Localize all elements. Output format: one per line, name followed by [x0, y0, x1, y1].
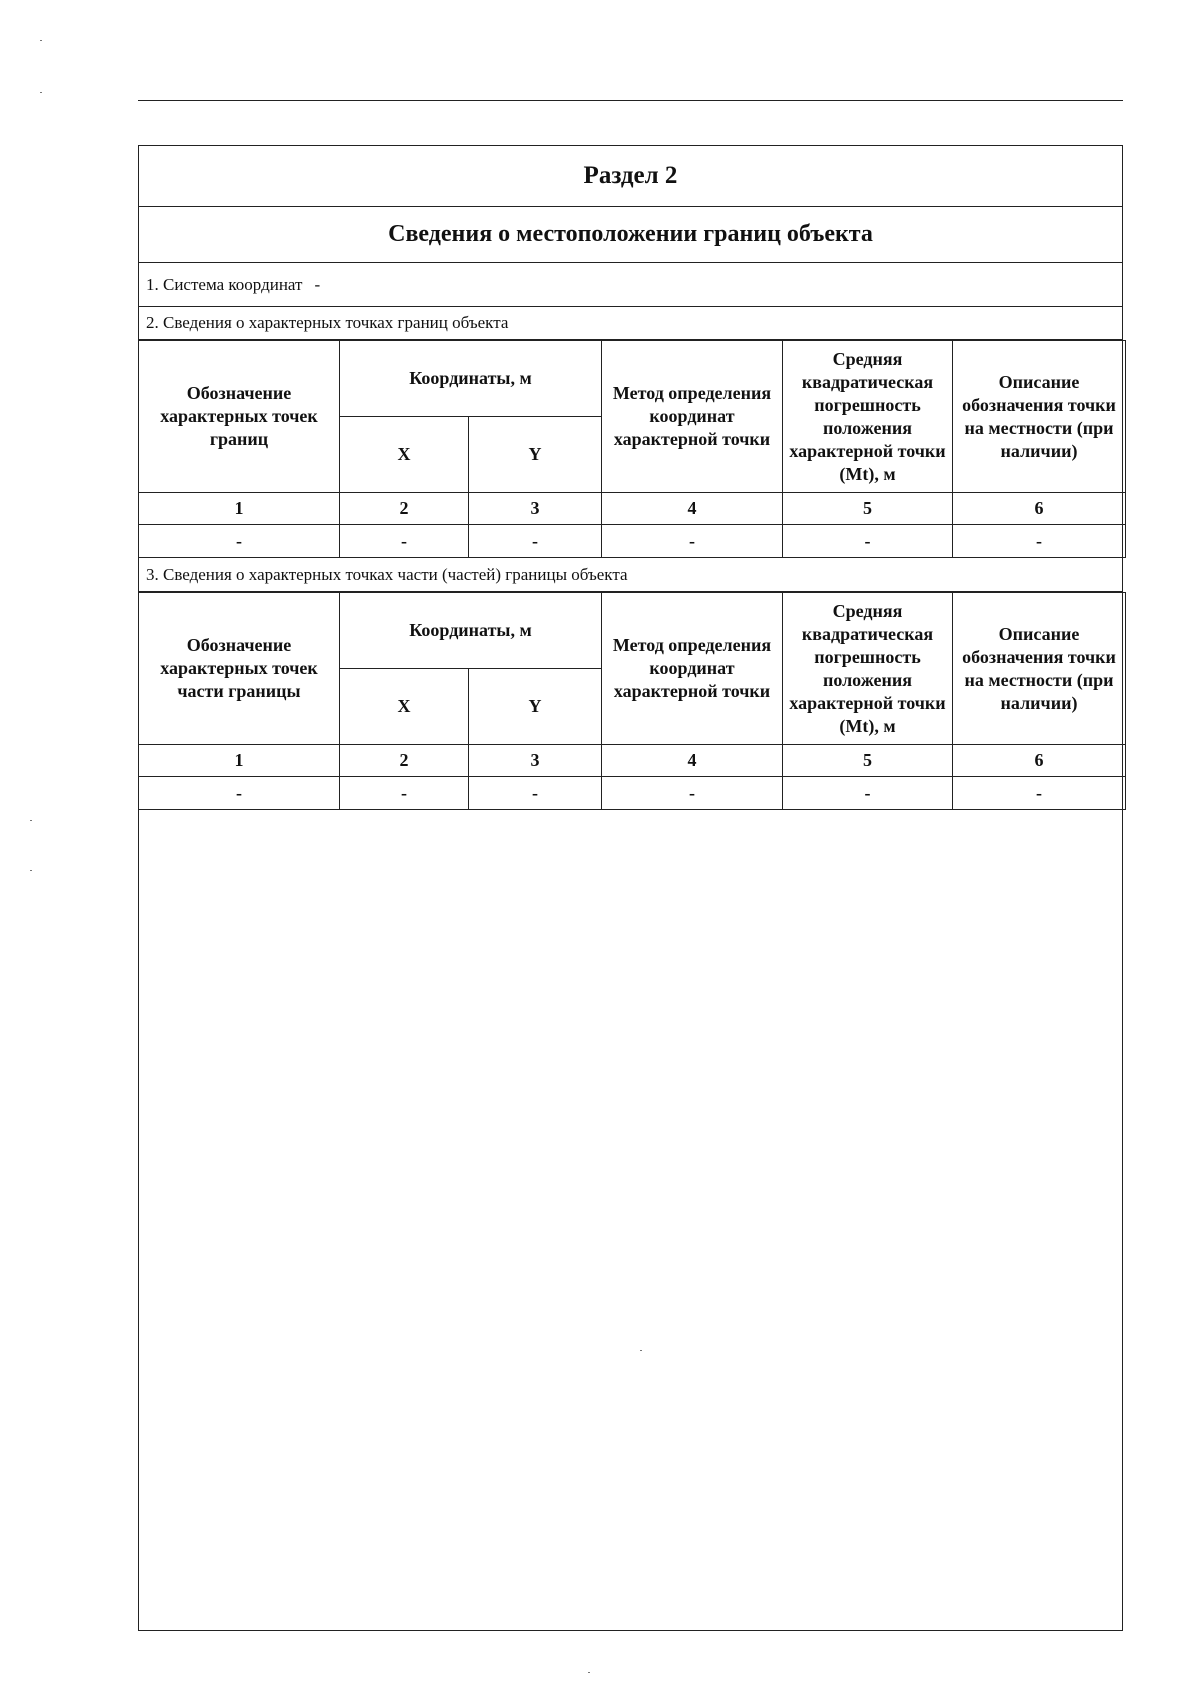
- header-designation: Обозначение характерных точек части границы: [139, 593, 340, 745]
- coordinate-system-line: [139, 263, 1122, 307]
- table-cell: -: [340, 525, 469, 558]
- header-y: Y: [469, 417, 602, 493]
- column-number: 4: [602, 745, 783, 777]
- column-number: 3: [469, 745, 602, 777]
- scan-speck: [40, 92, 42, 93]
- header-error: Средняя квадратическая погрешность положения характерной точки (Mt), м: [783, 593, 953, 745]
- boundary-points-table: [138, 340, 1126, 558]
- header-coords: Координаты, м: [340, 341, 602, 417]
- header-description: Описание обозначения точки на местности (при наличии): [953, 341, 1126, 493]
- column-number: 6: [953, 493, 1126, 525]
- table-cell: -: [139, 525, 340, 558]
- column-numbers-row: [139, 493, 1126, 525]
- section-subtitle: Сведения о местоположении границ объекта: [139, 207, 1122, 263]
- table-row: [139, 525, 1126, 558]
- scan-speck: [640, 1350, 642, 1351]
- header-description: Описание обозначения точки на местности (при наличии): [953, 593, 1126, 745]
- coordinate-system-label: 1. Система координат: [146, 274, 303, 294]
- table-cell: -: [340, 777, 469, 810]
- section-frame: [138, 145, 1123, 1631]
- column-number: 2: [340, 745, 469, 777]
- top-rule: [138, 100, 1123, 101]
- scan-speck: [30, 870, 32, 871]
- header-method: Метод определения координат характерной точки: [602, 593, 783, 745]
- table-cell: -: [953, 525, 1126, 558]
- part-boundary-points-table: [138, 592, 1126, 810]
- column-number: 5: [783, 493, 953, 525]
- header-coords: Координаты, м: [340, 593, 602, 669]
- column-number: 4: [602, 493, 783, 525]
- coordinate-system-value: -: [314, 274, 321, 294]
- table-cell: -: [783, 777, 953, 810]
- column-number: 3: [469, 493, 602, 525]
- header-x: X: [340, 669, 469, 745]
- header-method: Метод определения координат характерной точки: [602, 341, 783, 493]
- table-cell: -: [602, 525, 783, 558]
- table-cell: -: [139, 777, 340, 810]
- scan-speck: [40, 40, 42, 41]
- header-y: Y: [469, 669, 602, 745]
- header-x: X: [340, 417, 469, 493]
- column-number: 1: [139, 745, 340, 777]
- table-cell: -: [602, 777, 783, 810]
- table-cell: -: [469, 777, 602, 810]
- boundary-points-caption: 2. Сведения о характерных точках границ объекта: [139, 307, 1122, 340]
- scan-speck: [588, 1672, 590, 1673]
- column-number: 1: [139, 493, 340, 525]
- column-number: 6: [953, 745, 1126, 777]
- table-cell: -: [783, 525, 953, 558]
- header-designation: Обозначение характерных точек границ: [139, 341, 340, 493]
- part-boundary-points-caption: 3. Сведения о характерных точках части (частей) границы объекта: [139, 559, 1122, 592]
- scan-speck: [30, 820, 32, 821]
- section-title: Раздел 2: [139, 146, 1122, 207]
- table-cell: -: [469, 525, 602, 558]
- column-number: 5: [783, 745, 953, 777]
- column-number: 2: [340, 493, 469, 525]
- table-cell: -: [953, 777, 1126, 810]
- column-numbers-row: [139, 745, 1126, 777]
- table-row: [139, 777, 1126, 810]
- header-error: Средняя квадратическая погрешность положения характерной точки (Mt), м: [783, 341, 953, 493]
